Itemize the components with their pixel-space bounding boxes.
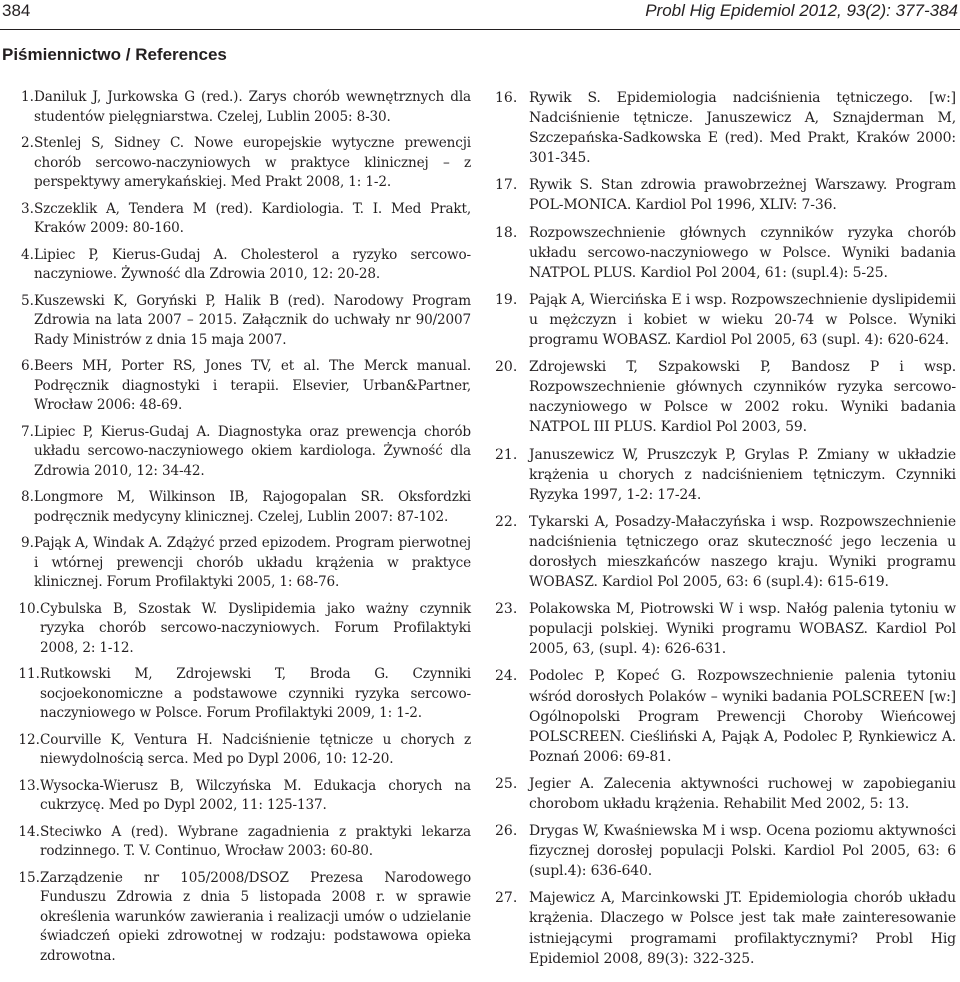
- reference-text: Rywik S. Stan zdrowia prawobrzeżnej Warszawy. Program POL-MONICA. Kardiol Pol 1996, XLIV: 7-36.: [529, 177, 956, 214]
- reference-text: Rywik S. Epidemiologia nadciśnienia tętniczego. [w:] Nadciśnienie tętnicze. Januszewicz A, Sznajderman M, Szczepańska-Sadkowska E (red). Med Prakt, Kraków 2000: 301-345.: [529, 90, 956, 167]
- reference-item: [8, 134, 471, 193]
- reference-text: Pająk A, Windak A. Zdążyć przed epizodem. Program pierwotnej i wtórnej prewencji chorób układu krążenia w praktyce klinicznej. Forum Profilaktyki 2005, 1: 68-76.: [34, 535, 471, 590]
- page-number: 384: [2, 1, 31, 20]
- reference-item: [495, 290, 956, 350]
- reference-item: [8, 423, 471, 482]
- reference-text: Polakowska M, Piotrowski W i wsp. Nałóg palenia tytoniu w populacji polskiej. Wyniki programu WOBASZ. Kardiol Pol 2005, 63, (supl. 4): 626-631.: [529, 601, 956, 658]
- reference-text: Lipiec P, Kierus-Gudaj A. Diagnostyka oraz prewencja chorób układu sercowo-naczyniowego okiem kardiologa. Żywność dla Zdrowia 2010, 12: 34-42.: [34, 423, 471, 479]
- reference-number: 26.: [495, 823, 518, 840]
- reference-item: [495, 599, 956, 659]
- reference-number: 9.: [21, 535, 34, 551]
- reference-item: [8, 88, 471, 127]
- reference-item: [495, 666, 956, 766]
- reference-text: Rutkowski M, Zdrojewski T, Broda G. Czynniki socjoekonomiczne a podstawowe czynniki ryzyka sercowo-naczyniowego w Polsce. Forum Profilaktyki 2009, 1: 1-2.: [40, 666, 471, 721]
- reference-text: Januszewicz W, Pruszczyk P, Grylas P. Zmiany w układzie krążenia u chorych z nadciśnieniem tętniczym. Czynniki Ryzyka 1997, 1-2: 17-24.: [529, 446, 956, 503]
- reference-text: Courville K, Ventura H. Nadciśnienie tętnicze u chorych z niewydolnością serca. Med po Dypl 2006, 10: 12-20.: [40, 731, 471, 767]
- reference-item: [495, 445, 956, 505]
- references-right-column: [495, 88, 956, 976]
- reference-number: 16.: [495, 90, 518, 106]
- reference-text: Majewicz A, Marcinkowski JT. Epidemiologia chorób układu krążenia. Dlaczego w Polsce jest tak małe zainteresowanie istniejącymi programami profilaktycznymi? Probl Hig Epidemiol 2008, 89(3): 322-325.: [529, 890, 956, 967]
- reference-item: [8, 246, 471, 285]
- reference-item: [8, 534, 471, 593]
- reference-text: Cybulska B, Szostak W. Dyslipidemia jako ważny czynnik ryzyka chorób sercowo-naczyniowych. Forum Profilaktyki 2008, 2: 1-12.: [40, 600, 471, 656]
- reference-text: Wysocka-Wierusz B, Wilczyńska M. Edukacja chorych na cukrzycę. Med po Dypl 2002, 11: 125-137.: [40, 777, 471, 813]
- reference-item: [8, 731, 471, 770]
- reference-number: 15.: [18, 869, 40, 886]
- reference-number: 5.: [21, 292, 34, 309]
- reference-item: [495, 88, 956, 168]
- reference-number: 4.: [21, 246, 34, 263]
- reference-item: [495, 821, 956, 881]
- reference-text: Zarządzenie nr 105/2008/DSOZ Prezesa Narodowego Funduszu Zdrowia z dnia 5 listopada 2008 r. w sprawie określenia warunków zawierania i realizacji umów o udzielanie świadczeń opieki zdrowotnej w rodzaju: podstawowa opieka zdrowotna.: [40, 869, 471, 964]
- reference-number: 17.: [495, 177, 518, 194]
- journal-reference: Probl Hig Epidemiol 2012, 93(2): 377-384: [645, 1, 958, 20]
- reference-number: 27.: [495, 890, 518, 907]
- reference-text: Steciwko A (red). Wybrane zagadnienia z praktyki lekarza rodzinnego. T. V. Continuo, Wrocław 2003: 60-80.: [40, 823, 471, 859]
- reference-text: Pająk A, Wiercińska E i wsp. Rozpowszechnienie dyslipidemii u mężczyzn i kobiet w wieku 20-74 w Polsce. Wyniki programu WOBASZ. Kardiol Pol 2005, 63 (supl. 4): 620-624.: [529, 291, 956, 349]
- reference-item: [495, 888, 956, 968]
- reference-text: Longmore M, Wilkinson IB, Rajogopalan SR. Oksfordzki podręcznik medycyny klinicznej. Czelej, Lublin 2007: 87-102.: [34, 489, 471, 525]
- reference-item: [8, 292, 471, 351]
- reference-number: 8.: [21, 489, 34, 505]
- reference-text: Rozpowszechnienie głównych czynników ryzyka chorób układu sercowo-naczyniowego w Polsce. Wyniki badania NATPOL PLUS. Kardiol Pol 2004, 61: (supl.4): 5-25.: [529, 224, 956, 281]
- reference-item: [8, 357, 471, 416]
- references-left-column: [8, 88, 471, 973]
- reference-text: Zdrojewski T, Szpakowski P, Bandosz P i wsp. Rozpowszechnienie głównych czynników ryzyka sercowo-naczyniowego w Polsce w 2002 roku. Wyniki badania NATPOL III PLUS. Kardiol Pol 2003, 59.: [529, 359, 956, 436]
- reference-number: 11.: [18, 666, 40, 682]
- reference-item: [495, 175, 956, 215]
- reference-text: Lipiec P, Kierus-Gudaj A. Cholesterol a ryzyko sercowo-naczyniowe. Żywność dla Zdrowia 2010, 12: 20-28.: [34, 246, 471, 282]
- reference-text: Szczeklik A, Tendera M (red). Kardiologia. T. I. Med Prakt, Kraków 2009: 80-160.: [34, 200, 471, 236]
- reference-item: [8, 200, 471, 239]
- reference-item: [495, 512, 956, 592]
- reference-text: Stenlej S, Sidney C. Nowe europejskie wytyczne prewencji chorób sercowo-naczyniowych w praktyce klinicznej – z perspektywy amerykańskiej. Med Prakt 2008, 1: 1-2.: [34, 135, 471, 190]
- reference-number: 24.: [495, 668, 518, 685]
- reference-number: 14.: [18, 823, 40, 840]
- reference-number: 2.: [21, 135, 34, 151]
- reference-item: [8, 869, 471, 967]
- reference-number: 21.: [495, 446, 518, 463]
- reference-number: 3.: [21, 200, 34, 217]
- reference-item: [495, 774, 956, 814]
- reference-number: 19.: [495, 291, 518, 308]
- reference-number: 6.: [21, 358, 34, 374]
- reference-text: Jegier A. Zalecenia aktywności ruchowej w zapobieganiu chorobom układu krążenia. Rehabilit Med 2002, 5: 13.: [529, 775, 956, 812]
- reference-number: 23.: [495, 601, 518, 618]
- reference-number: 20.: [495, 359, 518, 376]
- section-title: Piśmiennictwo / References: [2, 45, 227, 64]
- reference-text: Daniluk J, Jurkowska G (red.). Zarys chorób wewnętrznych dla studentów pielęgniarstwa. Czelej, Lublin 2005: 8-30.: [34, 89, 471, 125]
- reference-number: 22.: [495, 513, 518, 530]
- reference-item: [8, 488, 471, 527]
- reference-text: Kuszewski K, Goryński P, Halik B (red). Narodowy Program Zdrowia na lata 2007 – 2015. Załącznik do uchwały nr 90/2007 Rady Ministrów z dnia 15 maja 2007.: [34, 292, 471, 348]
- reference-number: 13.: [18, 777, 40, 794]
- reference-number: 7.: [21, 423, 34, 440]
- reference-number: 10.: [18, 600, 40, 617]
- reference-item: [495, 357, 956, 437]
- reference-number: 1.: [21, 89, 34, 105]
- page-header: [0, 0, 960, 30]
- reference-text: Beers MH, Porter RS, Jones TV, et al. The Merck manual. Podręcznik diagnostyki i terapii. Elsevier, Urban&Partner, Wrocław 2006: 48-69.: [34, 358, 471, 413]
- reference-text: Podolec P, Kopeć G. Rozpowszechnienie palenia tytoniu wśród dorosłych Polaków – wyniki badania POLSCREEN [w:] Ogólnopolski Program Prewencji Choroby Wieńcowej POLSCREEN. Cieśliński A, Pająk A, Podolec P, Rynkiewicz A. Poznań 2006: 69-81.: [529, 668, 956, 765]
- reference-text: Tykarski A, Posadzy-Małaczyńska i wsp. Rozpowszechnienie nadciśnienia tętniczego oraz skuteczność jego leczenia u dorosłych mieszkańców naszego kraju. Wyniki programu WOBASZ. Kardiol Pol 2005, 63: 6 (supl.4): 615-619.: [529, 513, 956, 591]
- reference-text: Drygas W, Kwaśniewska M i wsp. Ocena poziomu aktywności fizycznej dorosłej populacji Polski. Kardiol Pol 2005, 63: 6 (supl.4): 636-640.: [529, 823, 956, 880]
- reference-item: [8, 600, 471, 659]
- reference-item: [8, 777, 471, 816]
- reference-number: 12.: [18, 731, 40, 748]
- reference-item: [8, 665, 471, 724]
- reference-item: [495, 223, 956, 283]
- reference-number: 25.: [495, 775, 518, 792]
- reference-number: 18.: [495, 224, 518, 241]
- reference-item: [8, 823, 471, 862]
